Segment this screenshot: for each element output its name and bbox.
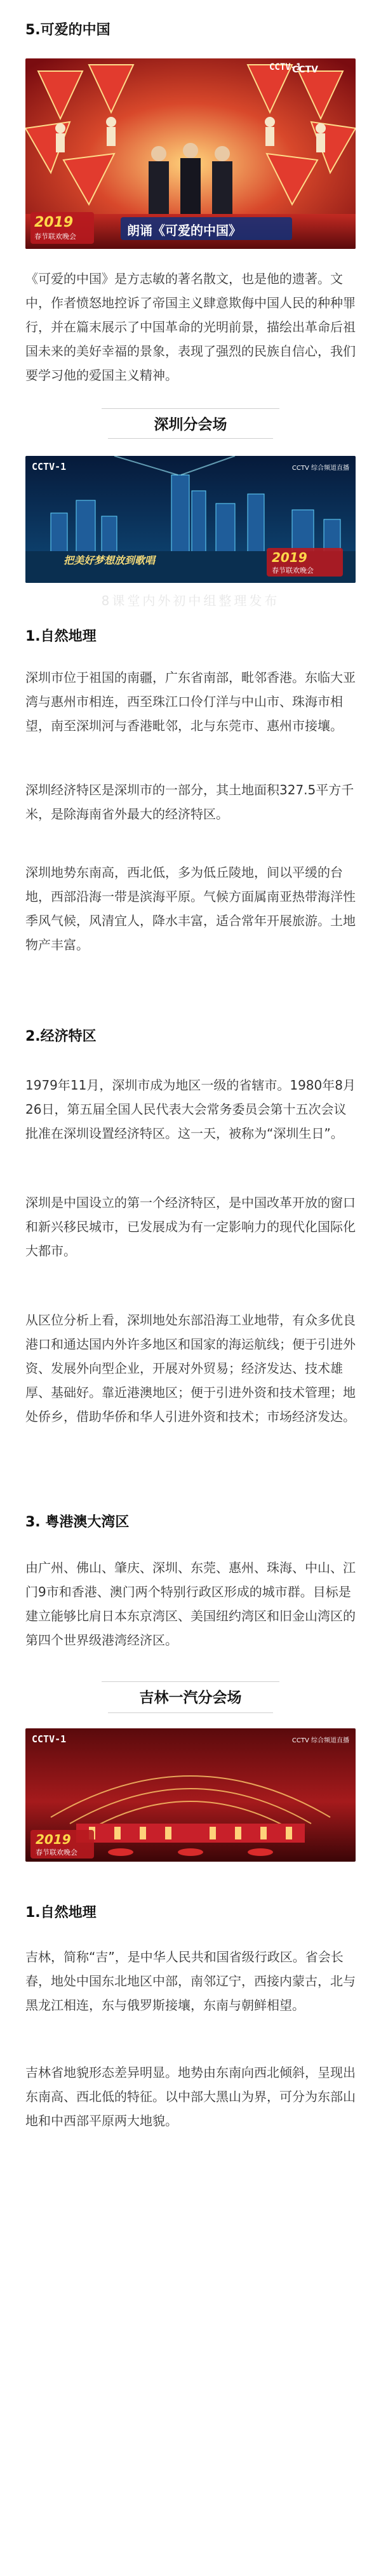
jilin-location-paragraph: 吉林，简称“吉”，是中华人民共和国省级行政区。省会长春，地处中国东北地区中部，南邻辽宁，西接内蒙古，北与黑龙江相连，东与俄罗斯接壤，东南与朝鲜相望。 <box>25 1949 356 2013</box>
section-heading-geography: 1.自然地理 <box>25 1905 97 1921</box>
shenzhen-terrain-paragraph: 深圳地势东南高，西北低，多为低丘陵地，间以平缓的台地，西部沿海一带是滨海平原。气候方面属南亚热带海洋性季风气候，风清宜人，降水丰富，适合常年开展旅游。土地物产丰富。 <box>25 865 356 952</box>
shenzhen-history-paragraph: 1979年11月，深圳市成为地区一级的省辖市。1980年8月26日，第五届全国人民代表大会常务委员会第十五次会议批准在深圳设置经济特区。这一天，被称为“深圳生日”。 <box>25 1078 356 1141</box>
watermark: 8课堂内外初中组整理发布 <box>101 593 280 608</box>
section-heading-economic-zone: 2.经济特区 <box>25 1029 97 1044</box>
shenzhen-sez-area-paragraph: 深圳经济特区是深圳市的一部分，其土地面积327.5平方千米，是除海南省外最大的经济特区。 <box>25 782 354 822</box>
performance-caption: 把美好梦想放到歌唱 <box>64 554 156 566</box>
greater-bay-area-paragraph: 由广州、佛山、肇庆、深圳、东莞、惠州、珠海、中山、江门9市和香港、澳门两个特别行政区形成的城市群。目标是建立能够比肩日本东京湾区、美国纽约湾区和旧金山湾区的第四个世界级港湾经济区。 <box>25 1560 356 1648</box>
divider-bottom <box>108 1712 273 1713</box>
shenzhen-location-analysis-paragraph: 从区位分析上看，深圳地处东部沿海工业地带，有众多优良港口和通达国内外许多地区和国家的海运航线；便于引进外资、发展外向型企业，开展对外贸易；经济发达、技术雄厚、基础好。靠近港澳地区；便于引进外资和技术管理；地处侨乡，借助华侨和华人引进外资和技术；市场经济发达。 <box>25 1312 356 1424</box>
live-broadcast-label: CCTV 综合频道直播 <box>291 1737 349 1744</box>
jilin-faw-photo <box>25 1728 356 1862</box>
divider-top <box>102 408 279 409</box>
gala-stage-photo <box>25 58 356 249</box>
shenzhen-venue-title: 深圳分会场 <box>154 417 227 433</box>
gala-name-badge: 春节联欢晚会 <box>36 1848 77 1857</box>
gala-year-badge: 2019 <box>36 1832 71 1847</box>
divider-bottom <box>108 438 273 439</box>
performance-caption: 朗诵《可爱的中国》 <box>127 223 241 238</box>
gala-name-badge: 春节联欢晚会 <box>272 566 314 575</box>
shenzhen-first-sez-paragraph: 深圳是中国设立的第一个经济特区，是中国改革开放的窗口和新兴移民城市，已发展成为有一定影响力的现代化国际化大都市。 <box>25 1195 356 1258</box>
gala-year-badge: 2019 <box>34 215 74 230</box>
jilin-venue-title: 吉林一汽分会场 <box>139 1690 242 1706</box>
channel-logo: CCTV-1 <box>269 62 302 72</box>
section-heading-lovely-china: 5.可爱的中国 <box>25 22 110 38</box>
jilin-terrain-paragraph: 吉林省地貌形态差异明显。地势由东南向西北倾斜，呈现出东南高、西北低的特征。以中部大黑山为界，可分为东部山地和中西部平原两大地貌。 <box>25 2065 356 2128</box>
section-heading-greater-bay-area: 3. 粤港澳大湾区 <box>25 1514 130 1530</box>
shenzhen-location-paragraph: 深圳市位于祖国的南疆，广东省南部，毗邻香港。东临大亚湾与惠州市相连，西至珠江口伶仃洋与中山市、珠海市相望，南至深圳河与香港毗邻，北与东莞市、惠州市接壤。 <box>25 670 356 733</box>
channel-logo: CCTV-1 <box>32 461 67 472</box>
factory-illustration <box>25 1728 356 1862</box>
section-heading-geography: 1.自然地理 <box>25 629 97 644</box>
gala-name-badge: 春节联欢晚会 <box>34 232 76 241</box>
shenzhen-skyline-photo <box>25 456 356 583</box>
divider-top <box>102 1681 279 1682</box>
channel-logo: CCTV-1 <box>32 1733 67 1745</box>
svg-text:CCTV: CCTV <box>292 65 318 75</box>
live-broadcast-label: CCTV 综合频道直播 <box>291 465 349 472</box>
gala-year-badge: 2019 <box>272 550 307 565</box>
lovely-china-paragraph: 《可爱的中国》是方志敏的著名散文，也是他的遗著。文中，作者愤怒地控诉了帝国主义肆意欺侮中国人民的种种罪行，并在篇末展示了中国革命的光明前景，描绘出革命后祖国未来的美好幸福的景象，表现了强烈的民族自信心，我们要学习他的爱国主义精神。 <box>25 271 356 383</box>
